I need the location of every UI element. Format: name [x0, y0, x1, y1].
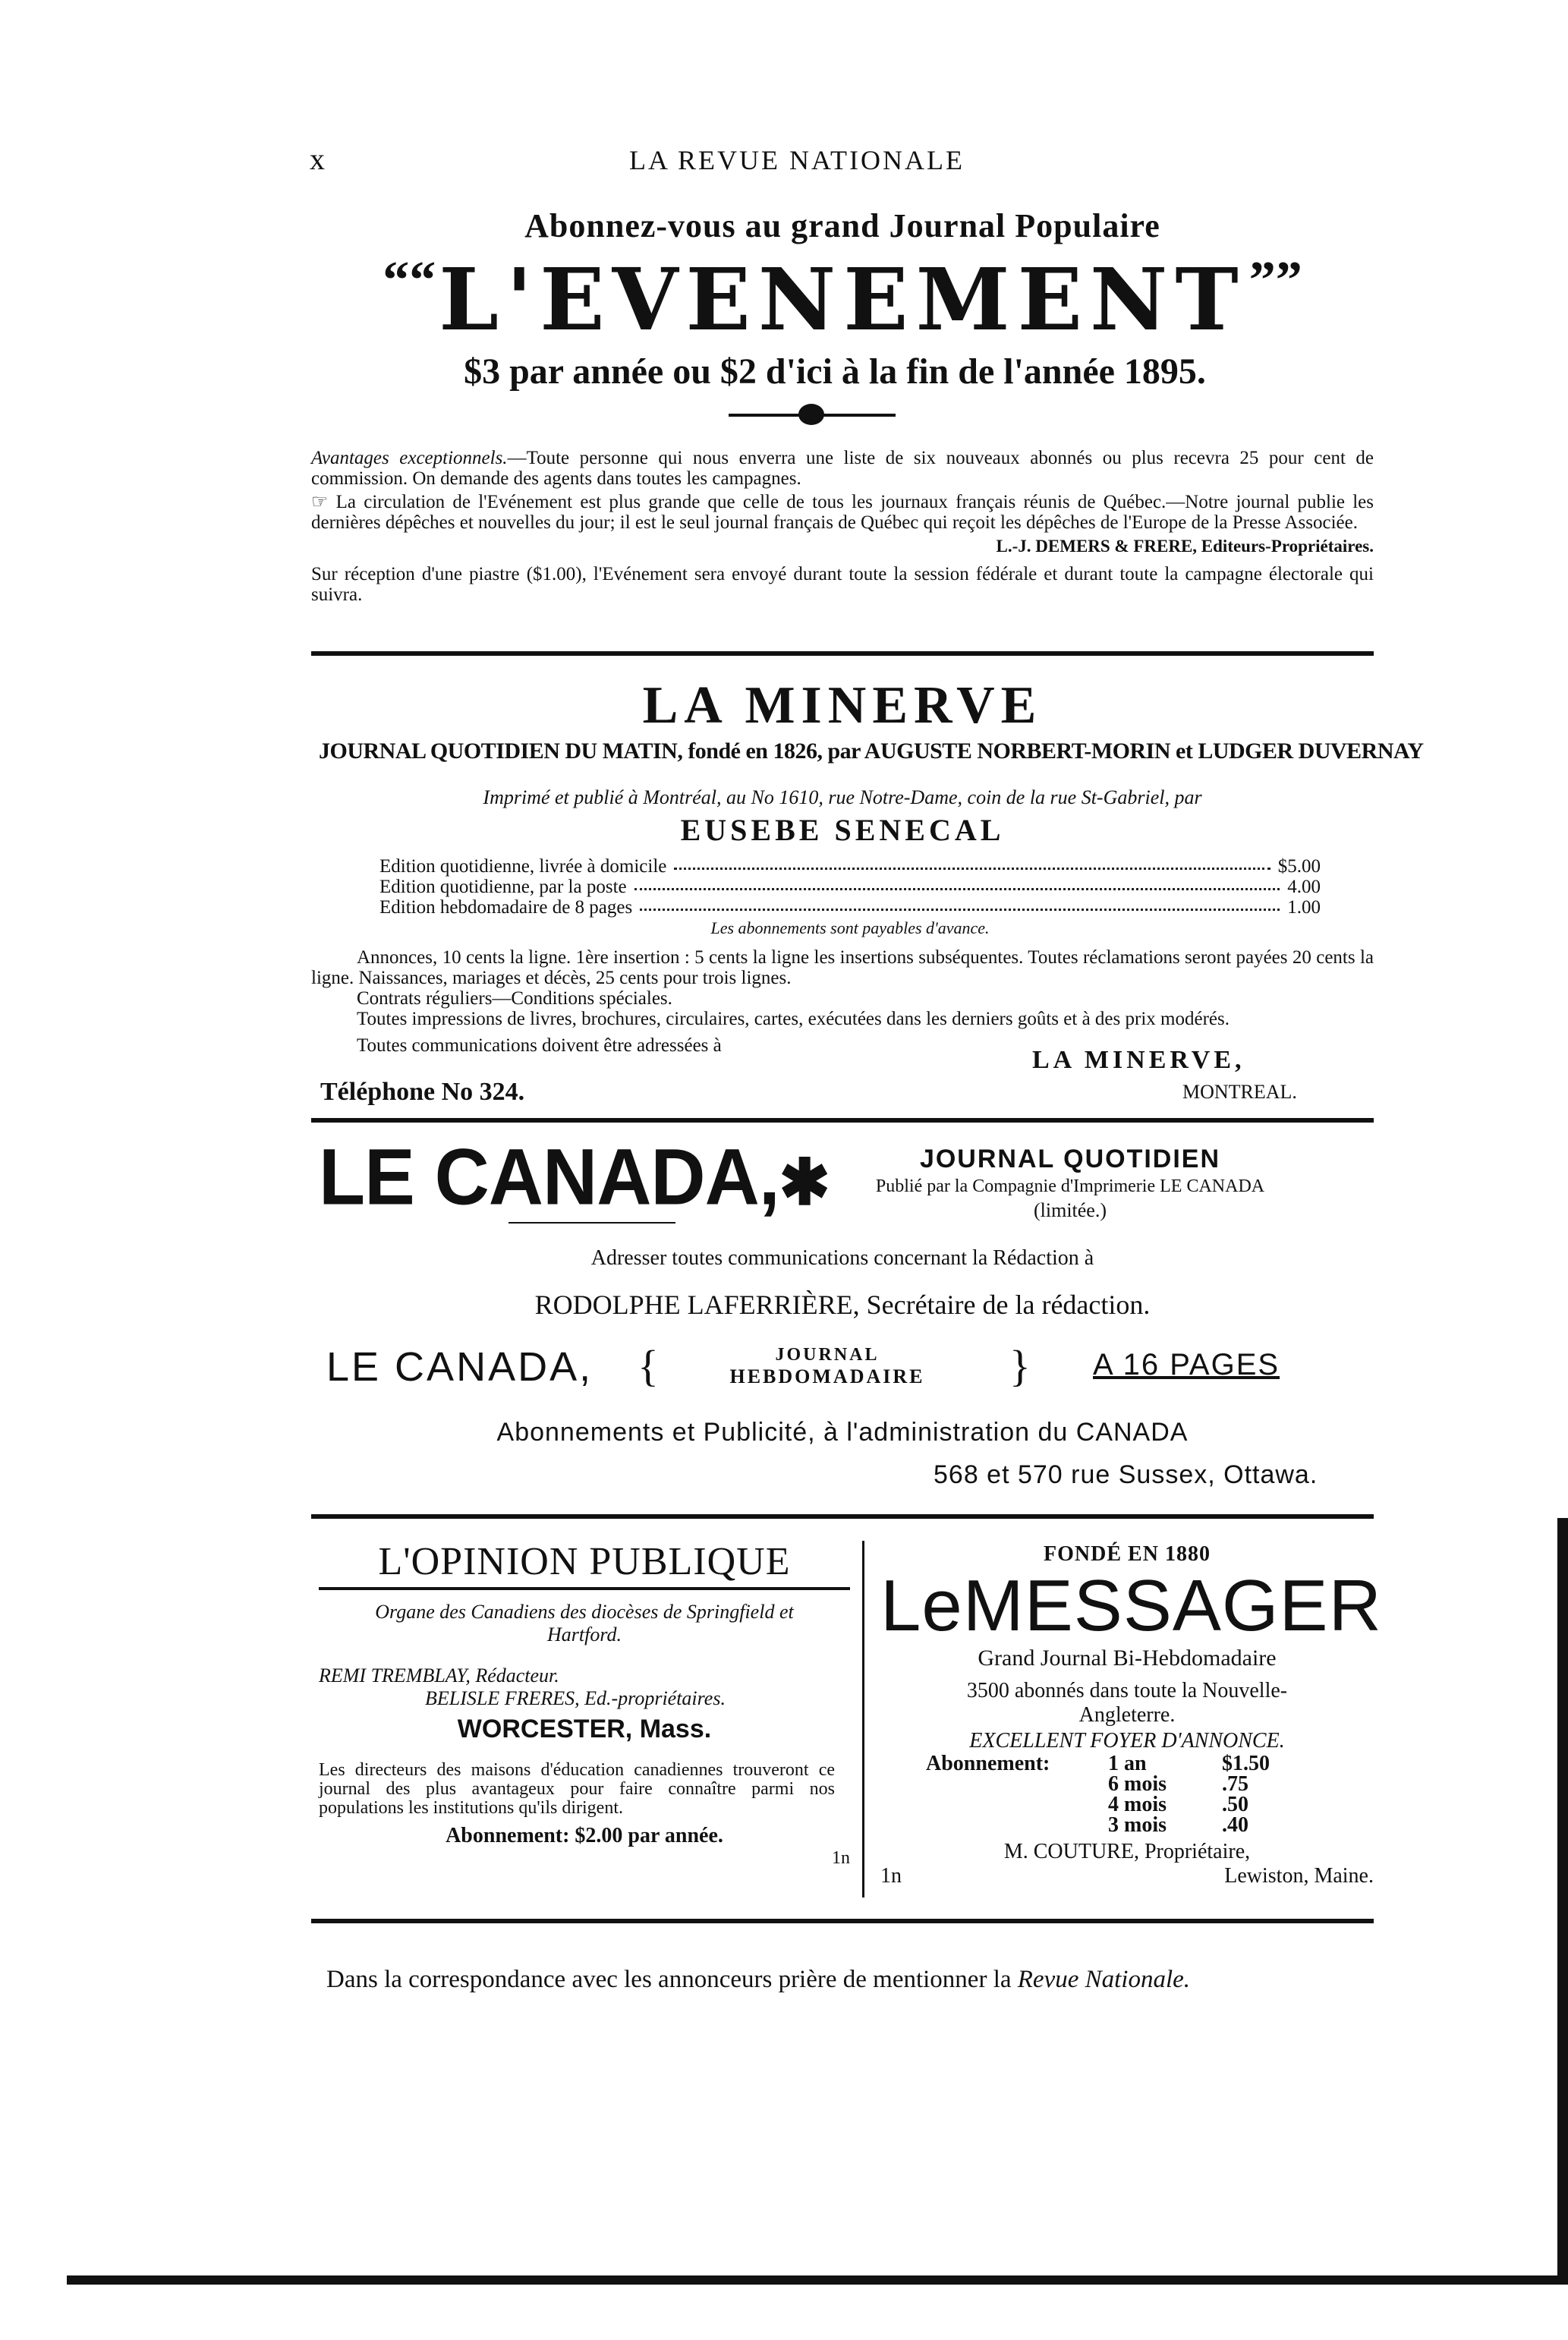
messager-readers-2: Angleterre.: [1078, 1703, 1176, 1727]
running-title: LA REVUE NATIONALE: [629, 145, 965, 175]
quote-open: ““: [383, 251, 436, 310]
minerve-sign-city: MONTREAL.: [1182, 1081, 1297, 1103]
section-divider-4: [311, 1919, 1374, 1923]
canada-pages: A 16 PAGES: [1093, 1348, 1280, 1381]
evenement-para-3: Sur réception d'une piastre ($1.00), l'Evénement sera envoyé durant toute la session fédérale et durant toute la campagne électorale qui suivra.: [311, 564, 1374, 605]
opinion-column: [319, 1539, 850, 1869]
quote-close: ””: [1248, 251, 1302, 310]
ads-para-1: Annonces, 10 cents la ligne. 1ère insertion : 5 cents la ligne les insertions subséquentes. Toutes réclamations seront payées 20 cents la ligne. Naissances, mariages et décès, 25 cents pour trois lignes.: [311, 947, 1374, 988]
minerve-phone: Téléphone No 324.: [320, 1078, 525, 1106]
messager-rates: Abonnement: 1 an $1.50 6 mois .75 4 mois .50 3 mois .40: [926, 1752, 1270, 1837]
canada-pub-2: (limitée.): [1033, 1199, 1107, 1221]
asterisk-icon: ✱: [779, 1147, 830, 1218]
messager-column: [880, 1542, 1382, 1888]
evenement-body: [311, 448, 1374, 605]
minerve-title: LA MINERVE: [642, 676, 1043, 735]
opinion-mark: 1n: [832, 1848, 850, 1868]
messager-sub: Grand Journal Bi-Hebdomadaire: [978, 1646, 1277, 1671]
comms-line: Toutes communications doivent être adressées à: [357, 1035, 722, 1056]
minerve-ads: [311, 947, 1374, 1056]
evenement-title-row: [304, 250, 1381, 350]
column-divider: [862, 1541, 864, 1898]
evenement-title: L'EVENEMENT: [439, 250, 1246, 350]
minerve-sign-name: LA MINERVE,: [1032, 1046, 1245, 1074]
opinion-city: WORCESTER, Mass.: [457, 1715, 712, 1743]
minerve-price-list: [379, 856, 1321, 938]
canada-pub-1: Publié par la Compagnie d'Imprimerie LE CANADA: [875, 1176, 1265, 1196]
footer-note: Dans la correspondance avec les annonceurs prière de mentionner la Revue Nationale.: [326, 1966, 1191, 1993]
messager-title: LeMESSAGER: [880, 1565, 1382, 1646]
opinion-sub: Abonnement: $2.00 par année.: [446, 1824, 723, 1847]
messager-mark: 1n: [880, 1864, 902, 1888]
messager-owner: M. COUTURE, Propriétaire,: [1003, 1840, 1251, 1863]
canada-daily: JOURNAL QUOTIDIEN: [919, 1145, 1221, 1173]
brace-left: {: [638, 1341, 659, 1390]
price-row-1: Edition quotidienne, livrée à domicile $5.00: [379, 856, 1321, 877]
section-divider-3: [311, 1514, 1374, 1519]
opinion-editor: REMI TREMBLAY, Rédacteur.: [319, 1664, 559, 1687]
evenement-intro: Abonnez-vous au grand Journal Populaire: [524, 207, 1160, 244]
canada-subs: Abonnements et Publicité, à l'administration du CANADA: [496, 1418, 1189, 1447]
section-divider-1: [311, 651, 1374, 656]
ornament: [798, 404, 824, 425]
sub-label: Abonnement:: [926, 1752, 1050, 1775]
ads-para-3: Toutes impressions de livres, brochures, circulaires, cartes, exécutées dans les derniers goûts et à des prix modérés.: [357, 1009, 1230, 1029]
evenement-publishers: L.-J. DEMERS & FRERE, Editeurs-Propriétaires.: [996, 537, 1374, 556]
minerve-subtitle: JOURNAL QUOTIDIEN DU MATIN, fondé en 1826, par AUGUSTE NORBERT-MORIN et LUDGER DUVERNAY: [319, 739, 1424, 764]
canada-weekly-title: LE CANADA,: [326, 1344, 594, 1390]
opinion-organ: Organe des Canadiens des diocèses de Springfield et Hartford.: [375, 1601, 794, 1646]
canada-address: 568 et 570 rue Sussex, Ottawa.: [934, 1460, 1318, 1489]
price-row-3: Edition hebdomadaire de 8 pages 1.00: [379, 897, 1321, 918]
opinion-title: L'OPINION PUBLIQUE: [319, 1539, 850, 1590]
price-row-2: Edition quotidienne, par la poste 4.00: [379, 877, 1321, 897]
opinion-body: Les directeurs des maisons d'éducation canadiennes trouveront ce journal des plus avantageux pour faire connaître parmi nos populations les institutions qu'ils dirigent.: [319, 1760, 835, 1818]
messager-founded: FONDÉ EN 1880: [1044, 1542, 1211, 1566]
minerve-imprint: Imprimé et publié à Montréal, au No 1610, rue Notre-Dame, coin de la rue St-Gabriel, par: [483, 786, 1202, 808]
canada-swash: [508, 1222, 675, 1224]
evenement-para-2: ☞ La circulation de l'Evénement est plus grande que celle de tous les journaux français réunis de Québec.—Notre journal publie les dernières dépêches et nouvelles du jour; il est le seul journal français de Québec qui reçoit les dépêches de l'Europe de la Presse Associée.: [311, 492, 1374, 533]
evenement-para-1: Avantages exceptionnels.—Toute personne qui nous enverra une liste de six nouveaux abonnés ou plus recevra 25 pour cent de commission. On demande des agents dans toutes les campagnes.: [311, 448, 1374, 489]
messager-readers-1: 3500 abonnés dans toute la Nouvelle-: [966, 1679, 1288, 1702]
evenement-price: $3 par année ou $2 d'ici à la fin de l'année 1895.: [464, 351, 1206, 392]
opinion-owners: BELISLE FRERES, Ed.-propriétaires.: [425, 1687, 726, 1709]
canada-address-note: Adresser toutes communications concernant la Rédaction à: [590, 1246, 1094, 1270]
ads-para-2: Contrats réguliers—Conditions spéciales.: [357, 988, 672, 1009]
scan-edge-right: [1557, 1518, 1568, 2285]
messager-tag: EXCELLENT FOYER D'ANNONCE.: [969, 1729, 1285, 1753]
advance-note: Les abonnements sont payables d'avance.: [710, 918, 990, 937]
section-divider-2: [311, 1118, 1374, 1123]
page-marker: x: [310, 142, 325, 176]
canada-secretary: RODOLPHE LAFERRIÈRE, Secrétaire de la rédaction.: [534, 1290, 1151, 1320]
canada-weekly-label: JOURNAL HEBDOMADAIRE: [729, 1345, 925, 1387]
messager-city: Lewiston, Maine.: [1224, 1864, 1374, 1888]
brace-right: }: [1009, 1341, 1031, 1390]
minerve-publisher: EUSEBE SENECAL: [680, 813, 1005, 847]
canada-title: LE CANADA,✱: [319, 1132, 830, 1222]
scan-edge: [67, 2275, 1568, 2285]
